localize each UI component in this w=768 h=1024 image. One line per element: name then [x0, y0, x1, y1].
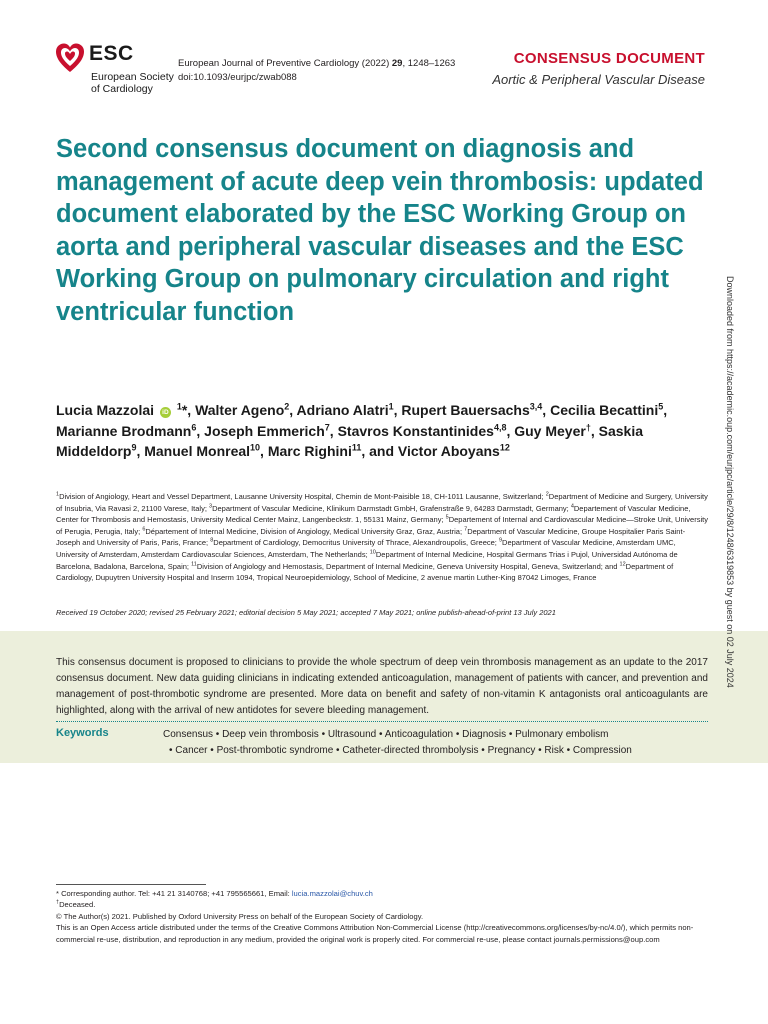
footnotes	[56, 884, 708, 945]
affiliation-number: 9	[498, 537, 503, 544]
heart-logo-icon	[55, 42, 85, 74]
author-affiliation-mark: 4,8	[493, 421, 507, 432]
affiliation-number: 12	[619, 561, 626, 568]
author-affiliation-mark: 7	[324, 421, 330, 432]
affiliation-number: 1	[56, 491, 60, 498]
author-name: Lucia Mazzolai	[56, 402, 155, 418]
author-affiliation-mark: 1	[388, 401, 394, 412]
author-name: Marianne Brodmann	[56, 422, 192, 439]
author-affiliation-mark: 6	[191, 421, 197, 432]
author-name: Stavros Konstantinides	[337, 422, 494, 439]
author-name: Cecilia Becattini	[550, 402, 659, 418]
article-history: Received 19 October 2020; revised 25 February 2021; editorial decision 5 May 2021; accepted 7 May 2021; online publish-ahead-of-print 13 July 2021	[56, 608, 556, 617]
journal-volume: 29	[391, 58, 403, 69]
article-title: Second consensus document on diagnosis and management of acute deep vein thrombosis: updated document elaborated by the ESC Working Group on aorta and peripheral vascular diseases and the ESC Working Group on pulmonary circulation and right ventricular function	[56, 135, 704, 326]
affiliation-number: 11	[191, 561, 197, 568]
affiliation-number: 4	[570, 503, 574, 510]
license-note: This is an Open Access article distributed under the terms of the Creative Commons Attribution Non-Commercial License (http://creativecommons.org/licenses/by-nc/4.0/), which permits non-commercial re-use, distribution, and reproduction in any medium, provided the original work is properly cited. For commercial re-use, please contact journals.permissions@oup.com	[56, 923, 694, 944]
affiliation-text: Division of Angiology, Heart and Vessel Department, Lausanne University Hospital, Chemin de Mont-Paisible 18, CH-1011 Lausanne, Switzerland;	[59, 492, 546, 501]
email-link[interactable]: lucia.mazzolai@chuv.ch	[291, 889, 373, 898]
affiliation-text: Departement of Vascular Medicine, Center for Thrombosis and Hemostasis, University Medical Center Mainz, Langenbeckstr. 1, 55131 Mainz, Germany;	[56, 503, 691, 525]
affiliation-text: Department of Cardiology, Dupuytren University Hospital and Inserm 1094, Tropical Neuroepidemiology, School of Medicine, 2 avenue martin Luther-King 87042 Limoges, France	[56, 561, 674, 583]
download-notice: Downloaded from https://academic.oup.com/eurjpc/article/29/8/1248/6319853 by guest on 02 July 2024	[725, 276, 735, 688]
affiliation-number: 2	[545, 491, 549, 498]
affiliation-number: 7	[464, 526, 468, 533]
author-affiliation-mark: 1	[176, 401, 182, 412]
author-affiliation-mark: 11	[351, 442, 362, 453]
copyright-note: © The Author(s) 2021. Published by Oxford University Press on behalf of the European Society of Cardiology.	[56, 911, 424, 921]
author-affiliation-mark: 10	[250, 442, 261, 453]
author-affiliation-mark: †	[585, 421, 591, 432]
journal-name: European Journal of Preventive Cardiology (2022)	[178, 58, 392, 69]
author-name: Guy Meyer	[514, 422, 586, 439]
corresponding-author: * Corresponding author. Tel: +41 21 3140768; +41 795565661, Email: lucia.mazzolai@chuv.ch	[56, 889, 373, 898]
author-affiliation-mark: 5	[658, 401, 664, 412]
affiliation-number: 10	[369, 549, 376, 556]
journal-pages: , 1248–1263	[402, 58, 456, 69]
logo-subtitle: European Society of Cardiology	[91, 71, 174, 95]
affiliation-number: 5	[445, 514, 449, 521]
orcid-icon[interactable]: iD	[160, 407, 171, 418]
subsection-label: Aortic & Peripheral Vascular Disease	[492, 72, 705, 87]
affiliation-text: Department of Internal Medicine, Hospital Germans Trias i Pujol, Universidad Autónoma de Barcelona, Badalona, Barcelona, Spain;	[56, 549, 678, 571]
journal-citation	[178, 57, 455, 85]
author-affiliation-mark: 2	[284, 401, 290, 412]
keywords-line-1: Consensus • Deep vein thrombosis • Ultrasound • Anticoagulation • Diagnosis • Pulmonary embolism	[163, 729, 609, 740]
author-name: Victor Aboyans	[397, 443, 500, 459]
esc-logo	[55, 40, 185, 100]
affiliation-text: Department of Vascular Medicine, Groupe Hospitalier Paris Saint-Joseph and University of Paris, Paris, France;	[56, 526, 686, 548]
doi[interactable]: doi:10.1093/eurjpc/zwab088	[178, 72, 297, 83]
affiliation-number: 6	[142, 526, 146, 533]
keywords-label: Keywords	[56, 727, 109, 739]
author-name: Joseph Emmerich	[204, 422, 325, 439]
author-affiliation-mark: 9	[131, 442, 137, 453]
abstract-text: This consensus document is proposed to clinicians to provide the whole spectrum of deep vein thrombosis management as an update to the 2017 consensus document. New data guiding clinicians in indicating extended anticoagulation, management of patients with cancer, and prevention and management of post-thrombotic syndrome are presented. More data on benefit and safety of non-vitamin K antagonists oral anticoagulants are highlighted, along with the arrival of new antidotes for severe bleeding management.	[56, 657, 708, 716]
affiliation-text: Division of Angiology and Hemostasis, Department of Internal Medicine, Geneva University Hospital, Geneva, Switzerland; and	[196, 561, 620, 571]
affiliation-text: Department of Vascular Medicine, Klinikum Darmstadt GmbH, Grafenstraße 9, 64283 Darmstadt, Germany;	[212, 503, 571, 513]
author-name: Rupert Bauersachs	[401, 402, 530, 418]
author-name: Walter Ageno	[195, 402, 285, 418]
author-affiliation-mark: 3,4	[529, 401, 543, 412]
affiliations	[56, 491, 708, 584]
keywords-list	[163, 727, 703, 759]
keywords-line-2: • Cancer • Post-thrombotic syndrome • Catheter-directed thrombolysis • Pregnancy • Risk • Compression	[169, 745, 632, 756]
section-label: CONSENSUS DOCUMENT	[513, 50, 705, 67]
author-name: Adriano Alatri	[296, 402, 389, 418]
author-name: Manuel Monreal	[144, 443, 251, 459]
affiliation-text: Departement of Internal and Cardiovascular Medicine—Stroke Unit, University of Perugia, Perugia, Italy;	[56, 515, 708, 536]
affiliation-number: 8	[210, 537, 214, 544]
author-name: Marc Righini	[267, 443, 352, 459]
affiliation-number: 3	[209, 503, 213, 510]
author-list: Lucia Mazzolai iD $^1$*, Walter Ageno$^2$, Adriano Alatri$^1$, Rupert Bauersachs$^{3,4}$, Cecilia Becattini$^5$, Marianne Brodmann$^6$, Joseph Emmerich$^7$, Stavros Konstantinides$^{4,8}$, Guy Meyer†, Saskia Middeldorp$^9$, Manuel Monreal$^{10}$, Marc Righini$^{11}$, and Victor Aboyans$^{12}$	[56, 401, 668, 459]
affiliation-text: Department of Vascular Medicine, Amsterdam UMC, University of Amsterdam, Amsterdam Cardiovascular Sciences, Amsterdam, The Netherlands;	[56, 538, 676, 559]
affiliation-text: Département of Internal Medicine, Division of Angiology, Medical University Graz, Graz, Austria;	[145, 526, 465, 536]
corresponding-mark: *	[181, 402, 188, 418]
author-affiliation-mark: 12	[499, 442, 510, 453]
footnote-rule	[56, 884, 206, 885]
author-name: Saskia Middeldorp	[56, 422, 643, 459]
deceased-note: †Deceased.	[56, 899, 96, 910]
keywords-divider	[56, 721, 708, 722]
affiliation-text: Department of Cardiology, Democritus University of Thrace, Alexandroupolis, Greece;	[213, 538, 499, 548]
logo-text: ESC	[89, 42, 134, 65]
affiliation-text: Department of Medicine and Surgery, University of Insubria, Via Ravasi 2, 21100 Varese, Italy;	[56, 492, 708, 513]
article-type	[492, 50, 705, 87]
